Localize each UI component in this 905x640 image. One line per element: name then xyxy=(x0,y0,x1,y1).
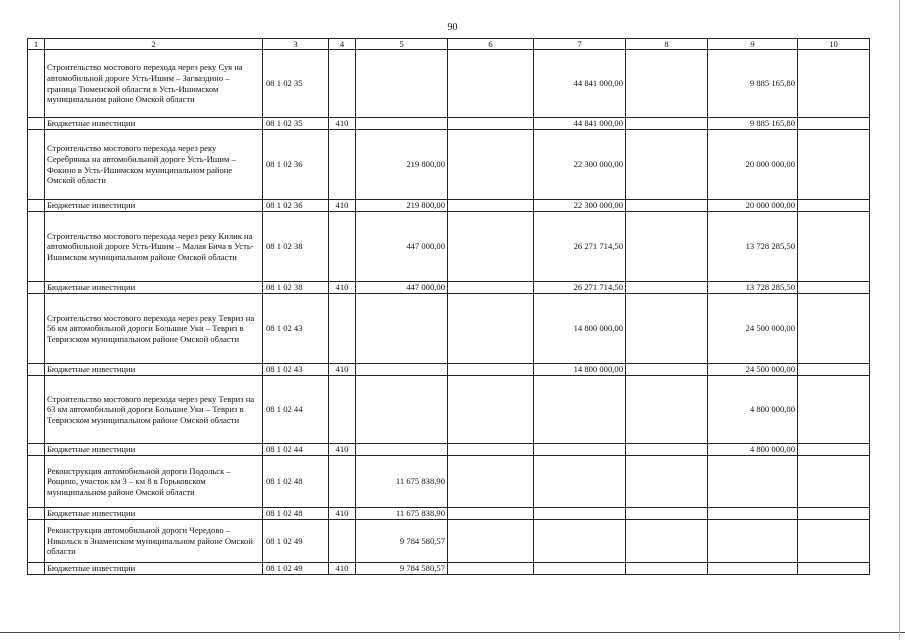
column-header: 1 xyxy=(28,39,45,50)
empty-cell xyxy=(28,520,45,563)
row-name: Реконструкция автомобильной дороги Подольск – Рощино, участок км 3 – км 8 в Горьковском муниципальном районе Омской области xyxy=(45,456,263,508)
row-type-code: 410 xyxy=(329,444,356,456)
page-right-edge xyxy=(899,0,900,640)
column-header: 3 xyxy=(263,39,329,50)
table-row xyxy=(28,282,870,294)
column-header: 9 xyxy=(708,39,798,50)
row-value xyxy=(356,118,448,130)
row-code: 08 1 02 36 xyxy=(263,130,329,200)
row-value xyxy=(448,563,534,575)
row-value: 44 841 000,00 xyxy=(534,50,626,118)
row-value: 219 800,00 xyxy=(356,130,448,200)
row-name: Бюджетные инвестиции xyxy=(45,508,263,520)
row-value: 22 300 000,00 xyxy=(534,130,626,200)
row-value: 14 800 000,00 xyxy=(534,364,626,376)
row-value: 9 885 165,80 xyxy=(708,118,798,130)
empty-cell xyxy=(28,50,45,118)
empty-cell xyxy=(28,118,45,130)
row-value: 26 271 714,50 xyxy=(534,282,626,294)
row-value xyxy=(626,376,708,444)
column-header: 5 xyxy=(356,39,448,50)
row-value xyxy=(626,200,708,212)
row-value xyxy=(534,520,626,563)
row-value xyxy=(448,444,534,456)
row-name: Строительство мостового перехода через реку Тевриз на 56 км автомобильной дороги Большие Уки – Тевриз в Тевризском муниципальном районе Омской области xyxy=(45,294,263,364)
row-value: 20 000 000,00 xyxy=(708,130,798,200)
row-value xyxy=(626,563,708,575)
column-header: 7 xyxy=(534,39,626,50)
row-code: 08 1 02 36 xyxy=(263,200,329,212)
row-value xyxy=(626,118,708,130)
row-code: 08 1 02 48 xyxy=(263,456,329,508)
row-value xyxy=(356,376,448,444)
row-value xyxy=(626,456,708,508)
row-value xyxy=(798,444,870,456)
row-name: Реконструкция автомобильной дороги Чередово – Никольск в Знаменском муниципальном районе Омской области xyxy=(45,520,263,563)
row-code: 08 1 02 38 xyxy=(263,212,329,282)
table-row xyxy=(28,444,870,456)
row-value: 4 800 000,00 xyxy=(708,376,798,444)
row-value: 22 300 000,00 xyxy=(534,200,626,212)
row-code: 08 1 02 48 xyxy=(263,508,329,520)
row-type-code: 410 xyxy=(329,282,356,294)
row-value xyxy=(708,563,798,575)
row-value xyxy=(798,520,870,563)
row-value: 20 000 000,00 xyxy=(708,200,798,212)
row-value xyxy=(448,520,534,563)
row-value xyxy=(798,294,870,364)
table-row xyxy=(28,294,870,364)
row-value xyxy=(448,294,534,364)
row-name: Бюджетные инвестиции xyxy=(45,444,263,456)
column-header: 2 xyxy=(45,39,263,50)
row-code: 08 1 02 43 xyxy=(263,294,329,364)
row-code: 08 1 02 35 xyxy=(263,118,329,130)
row-value xyxy=(626,50,708,118)
row-value xyxy=(448,118,534,130)
column-header: 6 xyxy=(448,39,534,50)
row-type-code xyxy=(329,520,356,563)
row-name: Бюджетные инвестиции xyxy=(45,364,263,376)
empty-cell xyxy=(28,508,45,520)
page-bottom-edge xyxy=(0,632,905,633)
column-header-row xyxy=(28,39,870,50)
row-code: 08 1 02 49 xyxy=(263,563,329,575)
table-row xyxy=(28,520,870,563)
row-value: 447 000,00 xyxy=(356,212,448,282)
row-name: Бюджетные инвестиции xyxy=(45,200,263,212)
row-value xyxy=(798,282,870,294)
row-value xyxy=(626,364,708,376)
row-code: 08 1 02 49 xyxy=(263,520,329,563)
row-type-code: 410 xyxy=(329,364,356,376)
table-row xyxy=(28,200,870,212)
table-row xyxy=(28,364,870,376)
table-row xyxy=(28,563,870,575)
empty-cell xyxy=(28,294,45,364)
row-value: 219 800,00 xyxy=(356,200,448,212)
row-value: 14 800 000,00 xyxy=(534,294,626,364)
row-value: 11 675 838,90 xyxy=(356,508,448,520)
row-value xyxy=(534,444,626,456)
row-name: Строительство мостового перехода через реку Килик на автомобильной дороге Усть-Ишим – Малая Бича в Усть-Ишимском муниципальном районе Омской области xyxy=(45,212,263,282)
row-value: 447 000,00 xyxy=(356,282,448,294)
table-row xyxy=(28,212,870,282)
row-value xyxy=(356,364,448,376)
row-value xyxy=(448,376,534,444)
row-value xyxy=(626,444,708,456)
row-code: 08 1 02 43 xyxy=(263,364,329,376)
row-value xyxy=(534,456,626,508)
row-value xyxy=(798,508,870,520)
row-value xyxy=(626,130,708,200)
table-row xyxy=(28,130,870,200)
row-value xyxy=(798,364,870,376)
empty-cell xyxy=(28,444,45,456)
column-header: 8 xyxy=(626,39,708,50)
row-value xyxy=(626,212,708,282)
row-type-code: 410 xyxy=(329,563,356,575)
row-value xyxy=(356,294,448,364)
row-name: Бюджетные инвестиции xyxy=(45,282,263,294)
row-value: 13 728 285,50 xyxy=(708,282,798,294)
row-value xyxy=(448,212,534,282)
row-value xyxy=(798,50,870,118)
row-value xyxy=(798,212,870,282)
row-value xyxy=(448,130,534,200)
row-value: 24 500 000,00 xyxy=(708,294,798,364)
page-number: 90 xyxy=(447,22,458,33)
row-type-code xyxy=(329,130,356,200)
row-type-code xyxy=(329,376,356,444)
row-type-code xyxy=(329,50,356,118)
row-type-code: 410 xyxy=(329,118,356,130)
table-row xyxy=(28,508,870,520)
row-value xyxy=(626,294,708,364)
row-value xyxy=(798,130,870,200)
row-value xyxy=(798,118,870,130)
row-value xyxy=(448,50,534,118)
row-type-code xyxy=(329,294,356,364)
row-type-code xyxy=(329,456,356,508)
row-type-code: 410 xyxy=(329,200,356,212)
table-body xyxy=(28,39,870,575)
row-value: 26 271 714,50 xyxy=(534,212,626,282)
row-value xyxy=(448,508,534,520)
row-code: 08 1 02 44 xyxy=(263,444,329,456)
row-value xyxy=(448,200,534,212)
row-value xyxy=(798,456,870,508)
row-value: 9 885 165,80 xyxy=(708,50,798,118)
row-value xyxy=(448,364,534,376)
row-value xyxy=(356,444,448,456)
row-value xyxy=(798,563,870,575)
table-row xyxy=(28,50,870,118)
row-name: Бюджетные инвестиции xyxy=(45,118,263,130)
row-value xyxy=(626,520,708,563)
row-value xyxy=(448,282,534,294)
row-code: 08 1 02 35 xyxy=(263,50,329,118)
row-name: Строительство мостового перехода через реку Тевриз на 63 км автомобильной дороги Большие Уки – Тевриз в Тевризском муниципальном районе Омской области xyxy=(45,376,263,444)
empty-cell xyxy=(28,376,45,444)
row-name: Бюджетные инвестиции xyxy=(45,563,263,575)
row-code: 08 1 02 44 xyxy=(263,376,329,444)
table-row xyxy=(28,376,870,444)
empty-cell xyxy=(28,364,45,376)
row-code: 08 1 02 38 xyxy=(263,282,329,294)
row-name: Строительство мостового перехода через реку Суя на автомобильной дороге Усть-Ишим – Загваздино – граница Тюменской области в Усть-Ишимском муниципальном районе Омской области xyxy=(45,50,263,118)
row-value xyxy=(626,508,708,520)
row-type-code xyxy=(329,212,356,282)
row-value: 44 841 000,00 xyxy=(534,118,626,130)
row-value: 24 500 000,00 xyxy=(708,364,798,376)
table-row xyxy=(28,118,870,130)
row-name: Строительство мостового перехода через реку Серебрянка на автомобильной дороге Усть-Ишим – Фокино в Усть-Ишимском муниципальном районе Омской области xyxy=(45,130,263,200)
row-value: 9 784 580,57 xyxy=(356,563,448,575)
row-value xyxy=(356,50,448,118)
empty-cell xyxy=(28,282,45,294)
row-value xyxy=(708,508,798,520)
row-value xyxy=(534,508,626,520)
row-value xyxy=(708,456,798,508)
row-value xyxy=(798,376,870,444)
row-value: 13 728 285,50 xyxy=(708,212,798,282)
table-row xyxy=(28,456,870,508)
row-value xyxy=(626,282,708,294)
empty-cell xyxy=(28,456,45,508)
row-value: 9 784 580,57 xyxy=(356,520,448,563)
column-header: 4 xyxy=(329,39,356,50)
column-header: 10 xyxy=(798,39,870,50)
empty-cell xyxy=(28,200,45,212)
row-value: 11 675 838,90 xyxy=(356,456,448,508)
empty-cell xyxy=(28,563,45,575)
row-type-code: 410 xyxy=(329,508,356,520)
row-value xyxy=(448,456,534,508)
row-value xyxy=(534,376,626,444)
empty-cell xyxy=(28,212,45,282)
row-value xyxy=(708,520,798,563)
row-value xyxy=(798,200,870,212)
row-value xyxy=(534,563,626,575)
empty-cell xyxy=(28,130,45,200)
row-value: 4 800 000,00 xyxy=(708,444,798,456)
budget-table xyxy=(27,38,870,575)
